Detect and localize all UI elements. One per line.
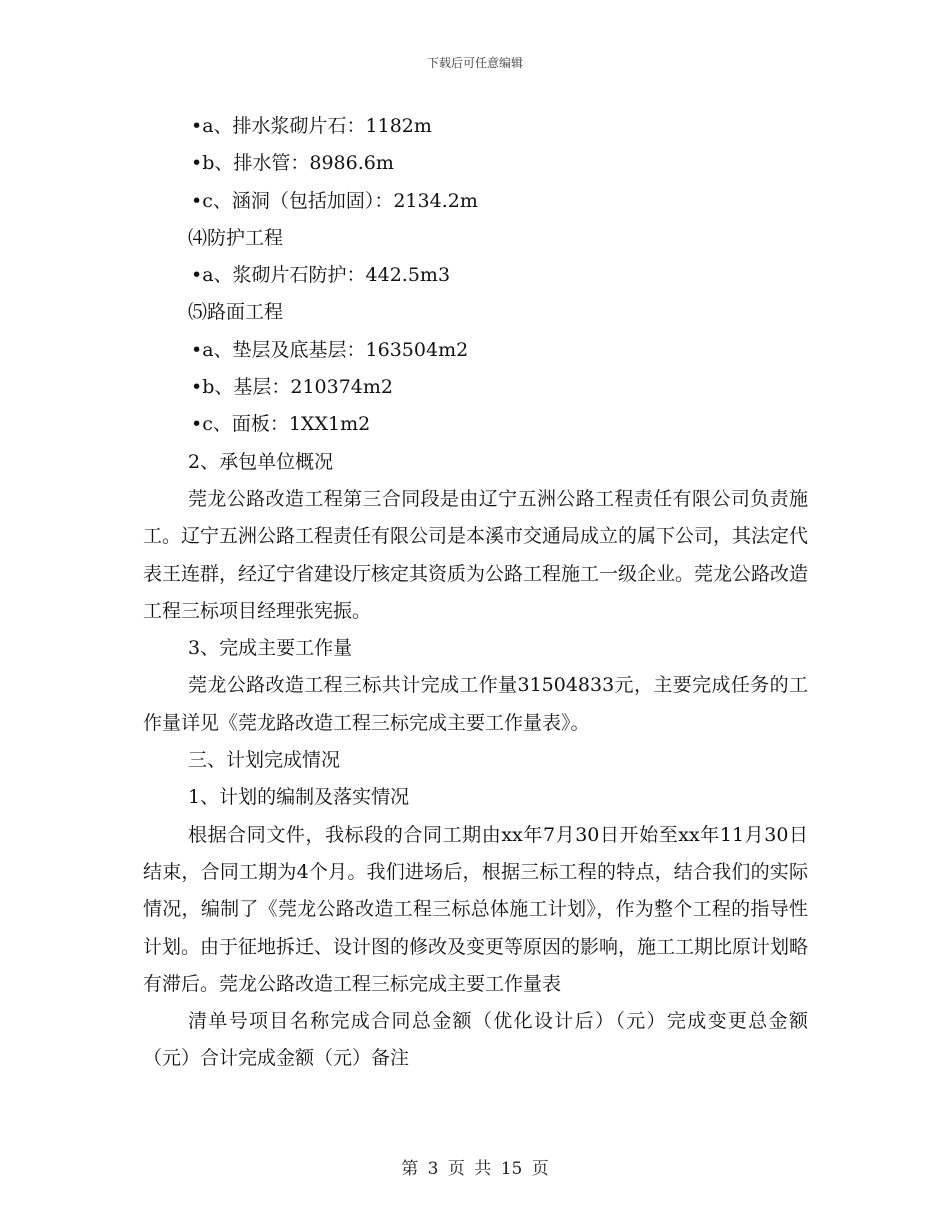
paragraph-workload: 莞龙公路改造工程三标共计完成工作量31504833元，主要完成任务的工作量详见《莞龙路改造工程三标完成主要工作量表》。 (143, 674, 808, 734)
section-heading-contractor: 2、承包单位概况 (188, 450, 334, 473)
list-item-base: •b、基层：210374m2 (191, 376, 394, 399)
list-item-slab: •c、面板：1XX1m2 (191, 413, 371, 436)
list-item-subbase: •a、垫层及底基层：163504m2 (191, 338, 469, 361)
section-heading-plan: 三、计划完成情况 (188, 749, 341, 772)
section-heading-protection: ⑷防护工程 (188, 226, 284, 249)
list-item-drainage-masonry: •a、排水浆砌片石：1182m (191, 115, 432, 137)
section-heading-workload: 3、完成主要工作量 (188, 637, 353, 660)
document-body (143, 108, 808, 1078)
list-item-drainage-pipe: •b、排水管：8986.6m (191, 152, 394, 175)
section-heading-pavement: ⑸路面工程 (188, 301, 284, 324)
list-item-culvert: •c、涵洞（包括加固）：2134.2m (191, 189, 478, 212)
list-item-masonry-protection: •a、浆砌片石防护：442.5m3 (191, 264, 451, 287)
paragraph-table-header: 清单号项目名称完成合同总金额（优化设计后）（元）完成变更总金额（元）合计完成金额（元）备注 (143, 1010, 808, 1070)
subsection-heading-plan: 1、计划的编制及落实情况 (188, 786, 410, 809)
page-number: 第 3 页 共 15 页 (401, 1159, 549, 1179)
page-header: 下载后可任意编辑 (426, 56, 523, 70)
paragraph-contractor: 莞龙公路改造工程第三合同段是由辽宁五洲公路工程责任有限公司负责施工。辽宁五洲公路工程责任有限公司是本溪市交通局成立的属下公司，其法定代表王连群，经辽宁省建设厅核定其资质为公路工程施工一级企业。莞龙公路改造工程三标项目经理张宪振。 (143, 487, 809, 622)
paragraph-plan: 根据合同文件，我标段的合同工期由xx年7月30日开始至xx年11月30日结束，合同工期为4个月。我们进场后，根据三标工程的特点，结合我们的实际情况，编制了《莞龙公路改造工程三标总体施工计划》，作为整个工程的指导性计划。由于征地拆迁、设计图的修改及变更等原因的影响，施工工期比原计划略有滞后。莞龙公路改造工程三标完成主要工作量表 (143, 823, 809, 995)
